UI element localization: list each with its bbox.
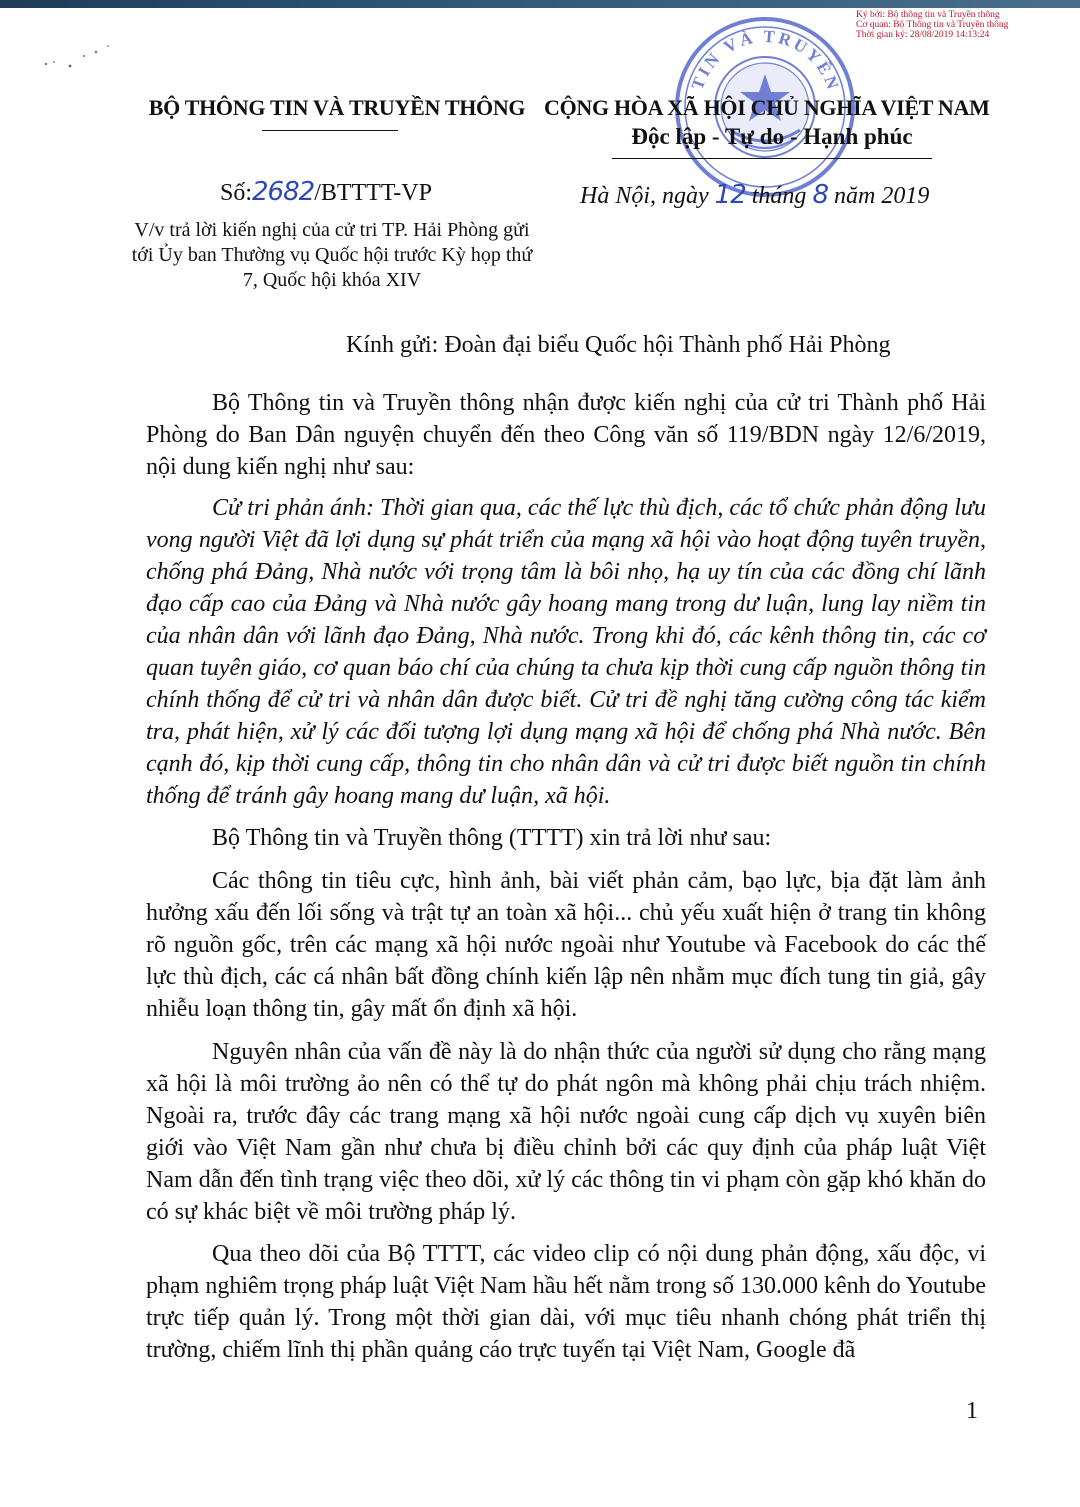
issuing-agency-name: BỘ THÔNG TIN VÀ TRUYỀN THÔNG — [148, 95, 526, 120]
body-paragraph-4 — [146, 865, 986, 1025]
document-subject: V/v trả lời kiến nghị của cử tri TP. Hải Phòng gửi tới Ủy ban Thường vụ Quốc hội trước Kỳ họp thứ 7, Quốc hội khóa XIV — [131, 219, 533, 291]
page-number: 1 — [966, 1398, 978, 1424]
doc-number-handwritten: 2682 — [252, 177, 315, 207]
paragraph-text: Nguyên nhân của vấn đề này là do nhận thức của người sử dụng cho rằng mạng xã hội là môi trường ảo nên có thể tự do phát ngôn mà không phải chịu trách nhiệm. Ngoài ra, trước đây các trang mạng xã hội nước ngoài cung cấp dịch vụ xuyên biên giới vào Việt Nam gần như chưa bị điều chỉnh bởi các quy định của pháp luật Việt Nam dẫn đến tình trạng việc theo dõi, xử lý các thông tin vi phạm còn gặp khó khăn do có sự khác biệt về môi trường pháp lý. — [146, 1039, 986, 1225]
digital-signature-info — [856, 10, 1078, 40]
agency-underline — [262, 130, 398, 131]
national-motto: Độc lập - Tự do - Hạnh phúc — [631, 124, 913, 149]
national-title: CỘNG HÒA XÃ HỘI CHỦ NGHĨA VIỆT NAM — [544, 95, 990, 120]
place-and-date — [580, 180, 929, 210]
motto-underline — [612, 158, 932, 159]
body-paragraph-6 — [146, 1238, 986, 1366]
paragraph-text: Các thông tin tiêu cực, hình ảnh, bài viết phản cảm, bạo lực, bịa đặt làm ảnh hưởng xấu đến lối sống và trật tự an toàn xã hội... chủ yếu xuất hiện ở trang tin không rõ nguồn gốc, trên các mạng xã hội nước ngoài như Youtube và Facebook do các thế lực thù địch, các cá nhân bất đồng chính kiến lập nên nhằm mục đích tung tin giả, gây nhiễu loạn thông tin, gây mất ổn định xã hội. — [146, 868, 986, 1022]
date-day-handwritten: 12 — [714, 180, 746, 210]
paragraph-text: Bộ Thông tin và Truyền thông (TTTT) xin trả lời như sau: — [212, 825, 772, 851]
date-month-handwritten: 8 — [812, 180, 828, 210]
recipient-line: Kính gửi: Đoàn đại biểu Quốc hội Thành phố Hải Phòng — [346, 332, 891, 358]
scan-top-edge — [0, 0, 1080, 8]
signature-time: Thời gian ký: 28/08/2019 14:13:24 — [856, 30, 990, 40]
body-paragraph-5 — [146, 1036, 986, 1228]
paragraph-text: Qua theo dõi của Bộ TTTT, các video clip có nội dung phản động, xấu độc, vi phạm nghiêm trọng pháp luật Việt Nam hầu hết nằm trong số 130.000 kênh do Youtube trực tiếp quản lý. Trong một thời gian dài, với mục tiêu nhanh chóng phát triển thị trường, chiếm lĩnh thị phần quảng cáo trực tuyến tại Việt Nam, Google đã — [146, 1241, 987, 1363]
paragraph-text: Cử tri phản ánh: Thời gian qua, các thế lực thù địch, các tổ chức phản động lưu vong người Việt đã lợi dụng sự phát triển của mạng xã hội vào hoạt động tuyên truyền, chống phá Đảng, Nhà nước với trọng tâm là bôi nhọ, hạ uy tín của các đồng chí lãnh đạo cấp cao của Đảng và Nhà nước gây hoang mang trong dư luận, lung lay niềm tin của nhân dân với lãnh đạo Đảng, Nhà nước. Trong khi đó, các kênh thông tin, các cơ quan tuyên giáo, cơ quan báo chí của chúng ta chưa kịp thời cung cấp nguồn thông tin chính thống để cử tri và nhân dân được biết. Cử tri đề nghị tăng cường công tác kiểm tra, phát hiện, xử lý các đối tượng lợi dụng mạng xã hội để chống phá Nhà nước. Bên cạnh đó, kịp thời cung cấp, thông tin cho nhân dân và cử tri được biết nguồn tin chính thống để tránh gây hoang mang dư luận, xã hội. — [146, 495, 986, 809]
body-paragraph-1 — [146, 387, 986, 483]
paragraph-text: Bộ Thông tin và Truyền thông nhận được kiến nghị của cử tri Thành phố Hải Phòng do Ban Dân nguyện chuyển đến theo Công văn số 119/BDN ngày 12/6/2019, nội dung kiến nghị như sau: — [146, 390, 986, 480]
signature-agency: Cơ quan: Bộ Thông tin và Truyền thông — [856, 20, 1009, 30]
doc-number-prefix: Số: — [220, 180, 253, 206]
doc-number-suffix: /BTTTT-VP — [314, 180, 432, 206]
document-number — [220, 177, 432, 207]
body-paragraph-voter-complaint — [146, 492, 986, 812]
date-suffix: năm 2019 — [827, 183, 930, 209]
scan-speckles — [40, 42, 120, 72]
body-paragraph-reply-intro — [146, 822, 986, 854]
seal-text: TIN VÀ TRUYỀN — [687, 26, 844, 95]
date-mid: tháng — [745, 183, 813, 209]
date-prefix: Hà Nội, ngày — [580, 183, 715, 209]
signature-signer: Ký bởi: Bộ thông tin và Truyền thông — [856, 10, 1000, 20]
